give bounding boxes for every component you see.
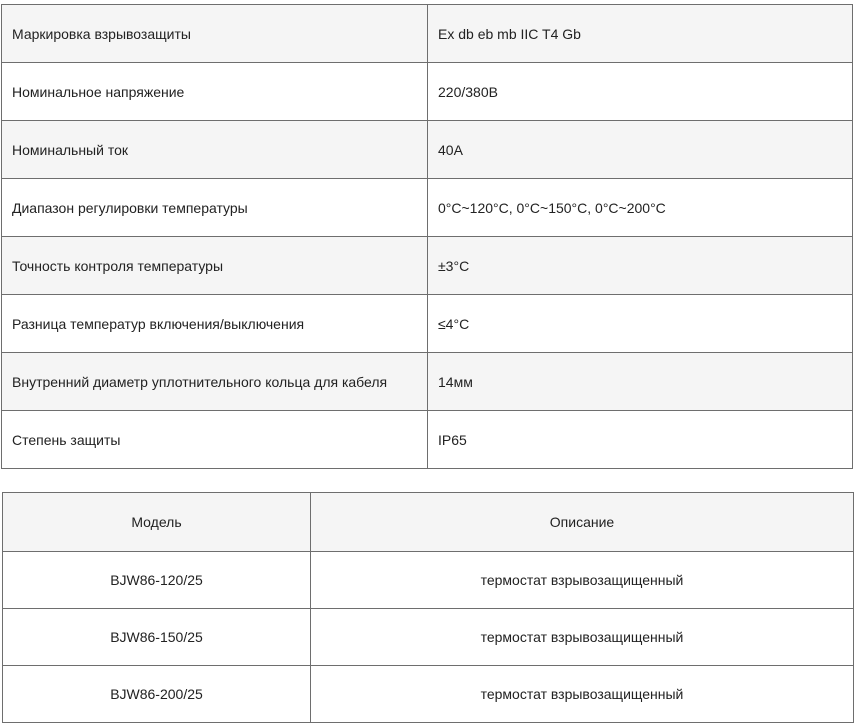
spec-label: Точность контроля температуры [2,237,428,295]
model-cell: BJW86-200/25 [3,666,311,723]
models-table [2,492,854,723]
model-cell: BJW86-150/25 [3,609,311,666]
table-row [2,63,853,121]
table-row [2,353,853,411]
table-row [2,237,853,295]
description-column-header: Описание [311,493,854,552]
spec-label: Степень защиты [2,411,428,469]
spec-value: ≤4°C [428,295,853,353]
spec-value: 220/380В [428,63,853,121]
spec-label: Номинальный ток [2,121,428,179]
model-column-header: Модель [3,493,311,552]
spec-label: Номинальное напряжение [2,63,428,121]
spec-value: 0°C~120°C, 0°C~150°C, 0°C~200°C [428,179,853,237]
spec-label: Разница температур включения/выключения [2,295,428,353]
table-row [2,295,853,353]
description-cell: термостат взрывозащищенный [311,552,854,609]
table-row [2,121,853,179]
table-row [3,666,854,723]
table-row [3,609,854,666]
table-row [2,5,853,63]
table-row [2,411,853,469]
table-row [3,552,854,609]
spec-value: ±3°C [428,237,853,295]
spec-label: Маркировка взрывозащиты [2,5,428,63]
spec-label: Диапазон регулировки температуры [2,179,428,237]
spec-value: 14мм [428,353,853,411]
spec-value: IP65 [428,411,853,469]
description-cell: термостат взрывозащищенный [311,609,854,666]
description-cell: термостат взрывозащищенный [311,666,854,723]
model-cell: BJW86-120/25 [3,552,311,609]
specifications-table [1,4,853,469]
spec-value: Ex db eb mb IIC T4 Gb [428,5,853,63]
table-header-row [3,493,854,552]
table-row [2,179,853,237]
spec-label: Внутренний диаметр уплотнительного кольца для кабеля [2,353,428,411]
spec-value: 40А [428,121,853,179]
